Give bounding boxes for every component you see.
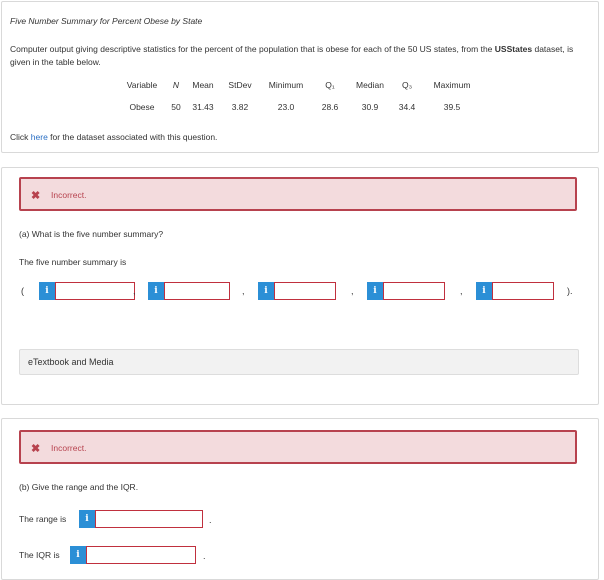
cell-variable: Obese [129, 102, 155, 112]
header-variable: Variable [126, 80, 158, 90]
cell-minimum: 23.0 [277, 102, 295, 112]
stats-header-row [118, 74, 482, 96]
comma-sep: , [133, 286, 136, 296]
dataset-link-line [10, 132, 217, 142]
info-icon[interactable]: i [39, 282, 55, 300]
cell-median: 30.9 [361, 102, 379, 112]
stats-table [118, 74, 482, 118]
dataset-link[interactable]: here [30, 132, 48, 142]
answer-min[interactable] [39, 282, 135, 300]
answer-median[interactable] [258, 282, 354, 300]
answer-max[interactable] [476, 282, 572, 300]
problem-description [10, 43, 590, 69]
comma-sep: , [242, 286, 245, 296]
alert-text: Incorrect. [51, 190, 87, 200]
range-period: . [209, 515, 212, 525]
cell-mean: 31.43 [192, 102, 214, 112]
q1-input[interactable] [164, 282, 230, 300]
open-paren: ( [21, 286, 24, 296]
range-input[interactable] [95, 510, 203, 528]
info-icon[interactable]: i [367, 282, 383, 300]
range-label: The range is [19, 514, 67, 524]
close-paren: ). [567, 286, 573, 296]
cell-stdev: 3.82 [231, 102, 249, 112]
problem-title: Five Number Summary for Percent Obese by State [10, 16, 203, 26]
part-a-question: (a) What is the five number summary? [19, 229, 164, 239]
median-input[interactable] [274, 282, 336, 300]
etextbook-media-button[interactable] [19, 349, 579, 375]
cell-q1: 28.6 [321, 102, 339, 112]
max-input[interactable] [492, 282, 554, 300]
etextbook-media-label: eTextbook and Media [28, 357, 114, 367]
header-stdev: StDev [228, 80, 252, 90]
answer-q3[interactable] [367, 282, 463, 300]
iqr-label: The IQR is [19, 550, 60, 560]
cell-maximum: 39.5 [443, 102, 461, 112]
answer-iqr[interactable] [70, 546, 198, 564]
cell-n: 50 [171, 102, 181, 112]
q3-input[interactable] [383, 282, 445, 300]
stats-data-row [118, 96, 482, 118]
alert-text: Incorrect. [51, 443, 87, 453]
header-n: N [172, 80, 180, 90]
part-a-prompt: The five number summary is [19, 257, 127, 267]
click-suffix: for the dataset associated with this question. [47, 132, 218, 142]
iqr-input[interactable] [86, 546, 196, 564]
comma-sep: , [460, 286, 463, 296]
answer-q1[interactable] [148, 282, 244, 300]
header-q3: Q₃ [401, 80, 413, 90]
info-icon[interactable]: i [476, 282, 492, 300]
header-median: Median [356, 80, 384, 90]
click-prefix: Click [10, 132, 31, 142]
comma-sep: , [351, 286, 354, 296]
min-input[interactable] [55, 282, 135, 300]
incorrect-alert-a [19, 177, 577, 211]
incorrect-alert-b [19, 430, 577, 464]
info-icon[interactable]: i [70, 546, 86, 564]
header-minimum: Minimum [268, 80, 304, 90]
error-x-icon: ✖ [31, 443, 41, 455]
cell-q3: 34.4 [398, 102, 416, 112]
info-icon[interactable]: i [148, 282, 164, 300]
part-b-question: (b) Give the range and the IQR. [19, 482, 139, 492]
header-maximum: Maximum [433, 80, 471, 90]
intro-line1: Computer output giving descriptive statistics for the percent of the population that is obese for each of the 50 US states, from the [10, 44, 493, 54]
dataset-name: USStates [494, 44, 533, 54]
error-x-icon: ✖ [31, 190, 41, 202]
header-mean: Mean [192, 80, 214, 90]
iqr-period: . [203, 551, 206, 561]
problem-card [1, 1, 599, 153]
info-icon[interactable]: i [258, 282, 274, 300]
header-q1: Q₁ [325, 80, 335, 90]
answer-range[interactable] [79, 510, 205, 528]
info-icon[interactable]: i [79, 510, 95, 528]
intro-line2: dataset, is given in the table below. [10, 44, 574, 67]
